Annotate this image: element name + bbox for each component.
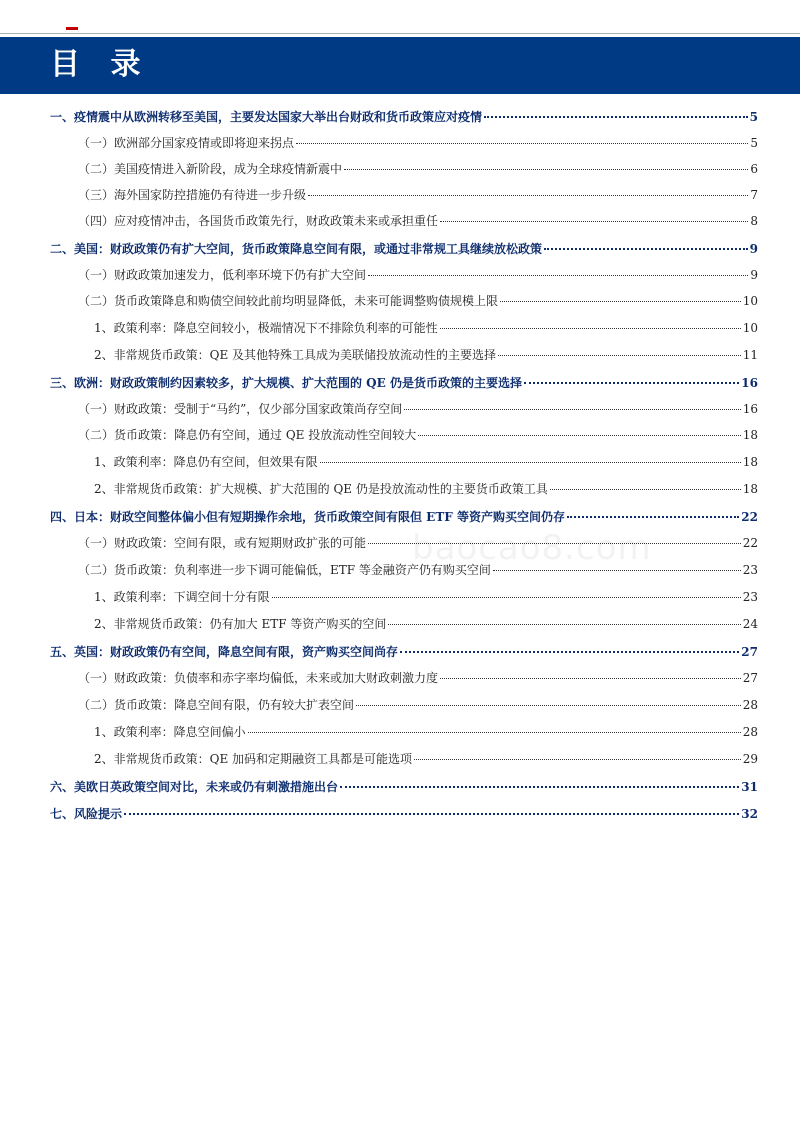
toc-entry[interactable] bbox=[94, 721, 758, 743]
toc-entry-page: 8 bbox=[750, 214, 758, 228]
toc-entry-page: 11 bbox=[742, 348, 758, 362]
toc-leader-dots bbox=[550, 488, 741, 490]
toc-entry-page: 23 bbox=[742, 563, 758, 577]
toc-leader-dots bbox=[340, 785, 739, 788]
toc-entry[interactable] bbox=[94, 344, 758, 366]
toc-entry[interactable] bbox=[50, 641, 758, 663]
toc-entry[interactable] bbox=[50, 776, 758, 798]
toc-entry[interactable] bbox=[78, 210, 758, 232]
toc-leader-dots bbox=[498, 354, 741, 356]
toc-leader-dots bbox=[440, 677, 741, 679]
toc-entry[interactable] bbox=[78, 559, 758, 581]
toc-leader-dots bbox=[440, 327, 741, 329]
toc-leader-dots bbox=[524, 381, 739, 384]
toc-entry-title: 2、非常规货币政策：QE 及其他特殊工具成为美联储投放流动性的主要选择 bbox=[94, 348, 497, 362]
toc-entry[interactable] bbox=[50, 238, 758, 260]
toc-entry-page: 31 bbox=[741, 780, 758, 794]
toc-entry-title: （二）货币政策：降息空间有限，仍有较大扩表空间 bbox=[78, 698, 355, 712]
toc-leader-dots bbox=[356, 704, 741, 706]
toc-leader-dots bbox=[368, 274, 748, 276]
toc-entry-page: 32 bbox=[741, 807, 758, 821]
toc-entry-page: 16 bbox=[742, 402, 758, 416]
toc-entry-page: 23 bbox=[742, 590, 758, 604]
toc-entry[interactable] bbox=[78, 667, 758, 689]
toc-entry-page: 5 bbox=[749, 110, 758, 124]
page-title: 目 录 bbox=[50, 47, 151, 82]
toc-leader-dots bbox=[493, 569, 741, 571]
toc-leader-dots bbox=[414, 758, 741, 760]
toc-entry-title: 2、非常规货币政策：QE 加码和定期融资工具都是可能选项 bbox=[94, 752, 413, 766]
toc-entry-title: 二、美国：财政政策仍有扩大空间，货币政策降息空间有限，或通过非常规工具继续放松政策 bbox=[50, 242, 543, 256]
toc-entry[interactable] bbox=[50, 803, 758, 825]
toc-entry-page: 6 bbox=[750, 162, 758, 176]
toc-entry-title: 1、政策利率：下调空间十分有限 bbox=[94, 590, 270, 604]
toc-entry-title: 一、疫情震中从欧洲转移至美国，主要发达国家大举出台财政和货币政策应对疫情 bbox=[50, 110, 483, 124]
toc-entry-title: 1、政策利率：降息空间较小，极端情况下不排除负利率的可能性 bbox=[94, 321, 438, 335]
toc-entry-page: 28 bbox=[742, 725, 758, 739]
toc-entry[interactable] bbox=[78, 694, 758, 716]
toc-leader-dots bbox=[500, 300, 741, 302]
toc-entry-title: （三）海外国家防控措施仍有待进一步升级 bbox=[78, 188, 307, 202]
toc-leader-dots bbox=[418, 434, 740, 436]
toc-entry-title: 三、欧洲：财政政策制约因素较多，扩大规模、扩大范围的 QE 仍是货币政策的主要选择 bbox=[50, 376, 522, 390]
header-accent-mark bbox=[66, 27, 78, 30]
toc-entry-title: （一）欧洲部分国家疫情或即将迎来拐点 bbox=[78, 136, 295, 150]
toc-entry-page: 5 bbox=[750, 136, 758, 150]
toc-entry[interactable] bbox=[78, 132, 758, 154]
toc-entry[interactable] bbox=[94, 613, 758, 635]
toc-leader-dots bbox=[388, 623, 740, 625]
toc-leader-dots bbox=[368, 542, 741, 544]
toc-leader-dots bbox=[544, 247, 748, 250]
toc-entry-title: （一）财政政策：受制于“马约”，仅少部分国家政策尚存空间 bbox=[78, 402, 403, 416]
toc-entry[interactable] bbox=[78, 264, 758, 286]
toc-leader-dots bbox=[567, 515, 739, 518]
toc-leader-dots bbox=[248, 731, 741, 733]
toc-leader-dots bbox=[296, 142, 748, 144]
toc-entry[interactable] bbox=[78, 424, 758, 446]
toc-entry-title: 六、美欧日英政策空间对比，未来或仍有刺激措施出台 bbox=[50, 780, 339, 794]
toc-entry-title: 1、政策利率：降息仍有空间，但效果有限 bbox=[94, 455, 318, 469]
toc-leader-dots bbox=[272, 596, 741, 598]
toc-entry-page: 27 bbox=[742, 671, 758, 685]
toc-entry-page: 22 bbox=[742, 536, 758, 550]
toc-entry-page: 9 bbox=[750, 268, 758, 282]
toc-entry-title: （一）财政政策：负债率和赤字率均偏低，未来或加大财政刺激力度 bbox=[78, 671, 439, 685]
watermark: baocao8.com bbox=[412, 528, 652, 568]
toc-entry[interactable] bbox=[78, 158, 758, 180]
toc-entry-page: 24 bbox=[742, 617, 758, 631]
toc-entry-page: 18 bbox=[742, 482, 758, 496]
toc-leader-dots bbox=[308, 194, 748, 196]
toc-leader-dots bbox=[404, 408, 740, 410]
toc-entry-page: 18 bbox=[742, 455, 758, 469]
toc-entry-title: 2、非常规货币政策：仍有加大 ETF 等资产购买的空间 bbox=[94, 617, 387, 631]
toc-entry[interactable] bbox=[94, 451, 758, 473]
toc-entry-title: （二）美国疫情进入新阶段，成为全球疫情新震中 bbox=[78, 162, 343, 176]
toc-leader-dots bbox=[400, 650, 739, 653]
toc-leader-dots bbox=[484, 115, 748, 118]
toc-entry[interactable] bbox=[94, 586, 758, 608]
toc-entry-title: 2、非常规货币政策：扩大规模、扩大范围的 QE 仍是投放流动性的主要货币政策工具 bbox=[94, 482, 548, 496]
toc-leader-dots bbox=[344, 168, 748, 170]
toc-leader-dots bbox=[124, 812, 739, 815]
toc-leader-dots bbox=[320, 461, 741, 463]
toc-entry-page: 9 bbox=[749, 242, 758, 256]
toc-entry-page: 16 bbox=[741, 376, 758, 390]
toc-entry[interactable] bbox=[94, 478, 758, 500]
toc-entry-page: 27 bbox=[741, 645, 758, 659]
toc-entry[interactable] bbox=[94, 317, 758, 339]
toc-entry[interactable] bbox=[50, 372, 758, 394]
toc-entry[interactable] bbox=[50, 106, 758, 128]
toc-entry-title: 七、风险提示 bbox=[50, 807, 123, 821]
toc-entry-title: （一）财政政策：空间有限，或有短期财政扩张的可能 bbox=[78, 536, 367, 550]
toc-entry-page: 28 bbox=[742, 698, 758, 712]
toc-entry[interactable] bbox=[50, 506, 758, 528]
toc-entry[interactable] bbox=[78, 532, 758, 554]
toc-entry-page: 7 bbox=[750, 188, 758, 202]
title-banner bbox=[0, 37, 800, 94]
toc-entry-title: 1、政策利率：降息空间偏小 bbox=[94, 725, 246, 739]
toc-leader-dots bbox=[440, 220, 748, 222]
toc-entry-title: （二）货币政策降息和购债空间较此前均明显降低，未来可能调整购债规模上限 bbox=[78, 294, 499, 308]
header-rule bbox=[0, 33, 800, 34]
toc-entry-title: 四、日本：财政空间整体偏小但有短期操作余地，货币政策空间有限但 ETF 等资产购买空间仍存 bbox=[50, 510, 565, 524]
toc-entry[interactable] bbox=[94, 748, 758, 770]
toc-entry-title: （二）货币政策：降息仍有空间，通过 QE 投放流动性空间较大 bbox=[78, 428, 417, 442]
toc-entry[interactable] bbox=[78, 398, 758, 420]
toc-entry-page: 10 bbox=[742, 294, 758, 308]
toc-entry-page: 29 bbox=[742, 752, 758, 766]
toc-entry-title: 五、英国：财政政策仍有空间，降息空间有限，资产购买空间尚存 bbox=[50, 645, 399, 659]
toc-entry-title: （四）应对疫情冲击，各国货币政策先行，财政政策未来或承担重任 bbox=[78, 214, 439, 228]
toc-entry-title: （二）货币政策：负利率进一步下调可能偏低，ETF 等金融资产仍有购买空间 bbox=[78, 563, 491, 577]
toc-entry[interactable] bbox=[78, 290, 758, 312]
toc-entry-title: （一）财政政策加速发力，低利率环境下仍有扩大空间 bbox=[78, 268, 367, 282]
toc-entry-page: 22 bbox=[741, 510, 758, 524]
toc-entry-page: 18 bbox=[742, 428, 758, 442]
toc-entry[interactable] bbox=[78, 184, 758, 206]
toc-entry-page: 10 bbox=[742, 321, 758, 335]
